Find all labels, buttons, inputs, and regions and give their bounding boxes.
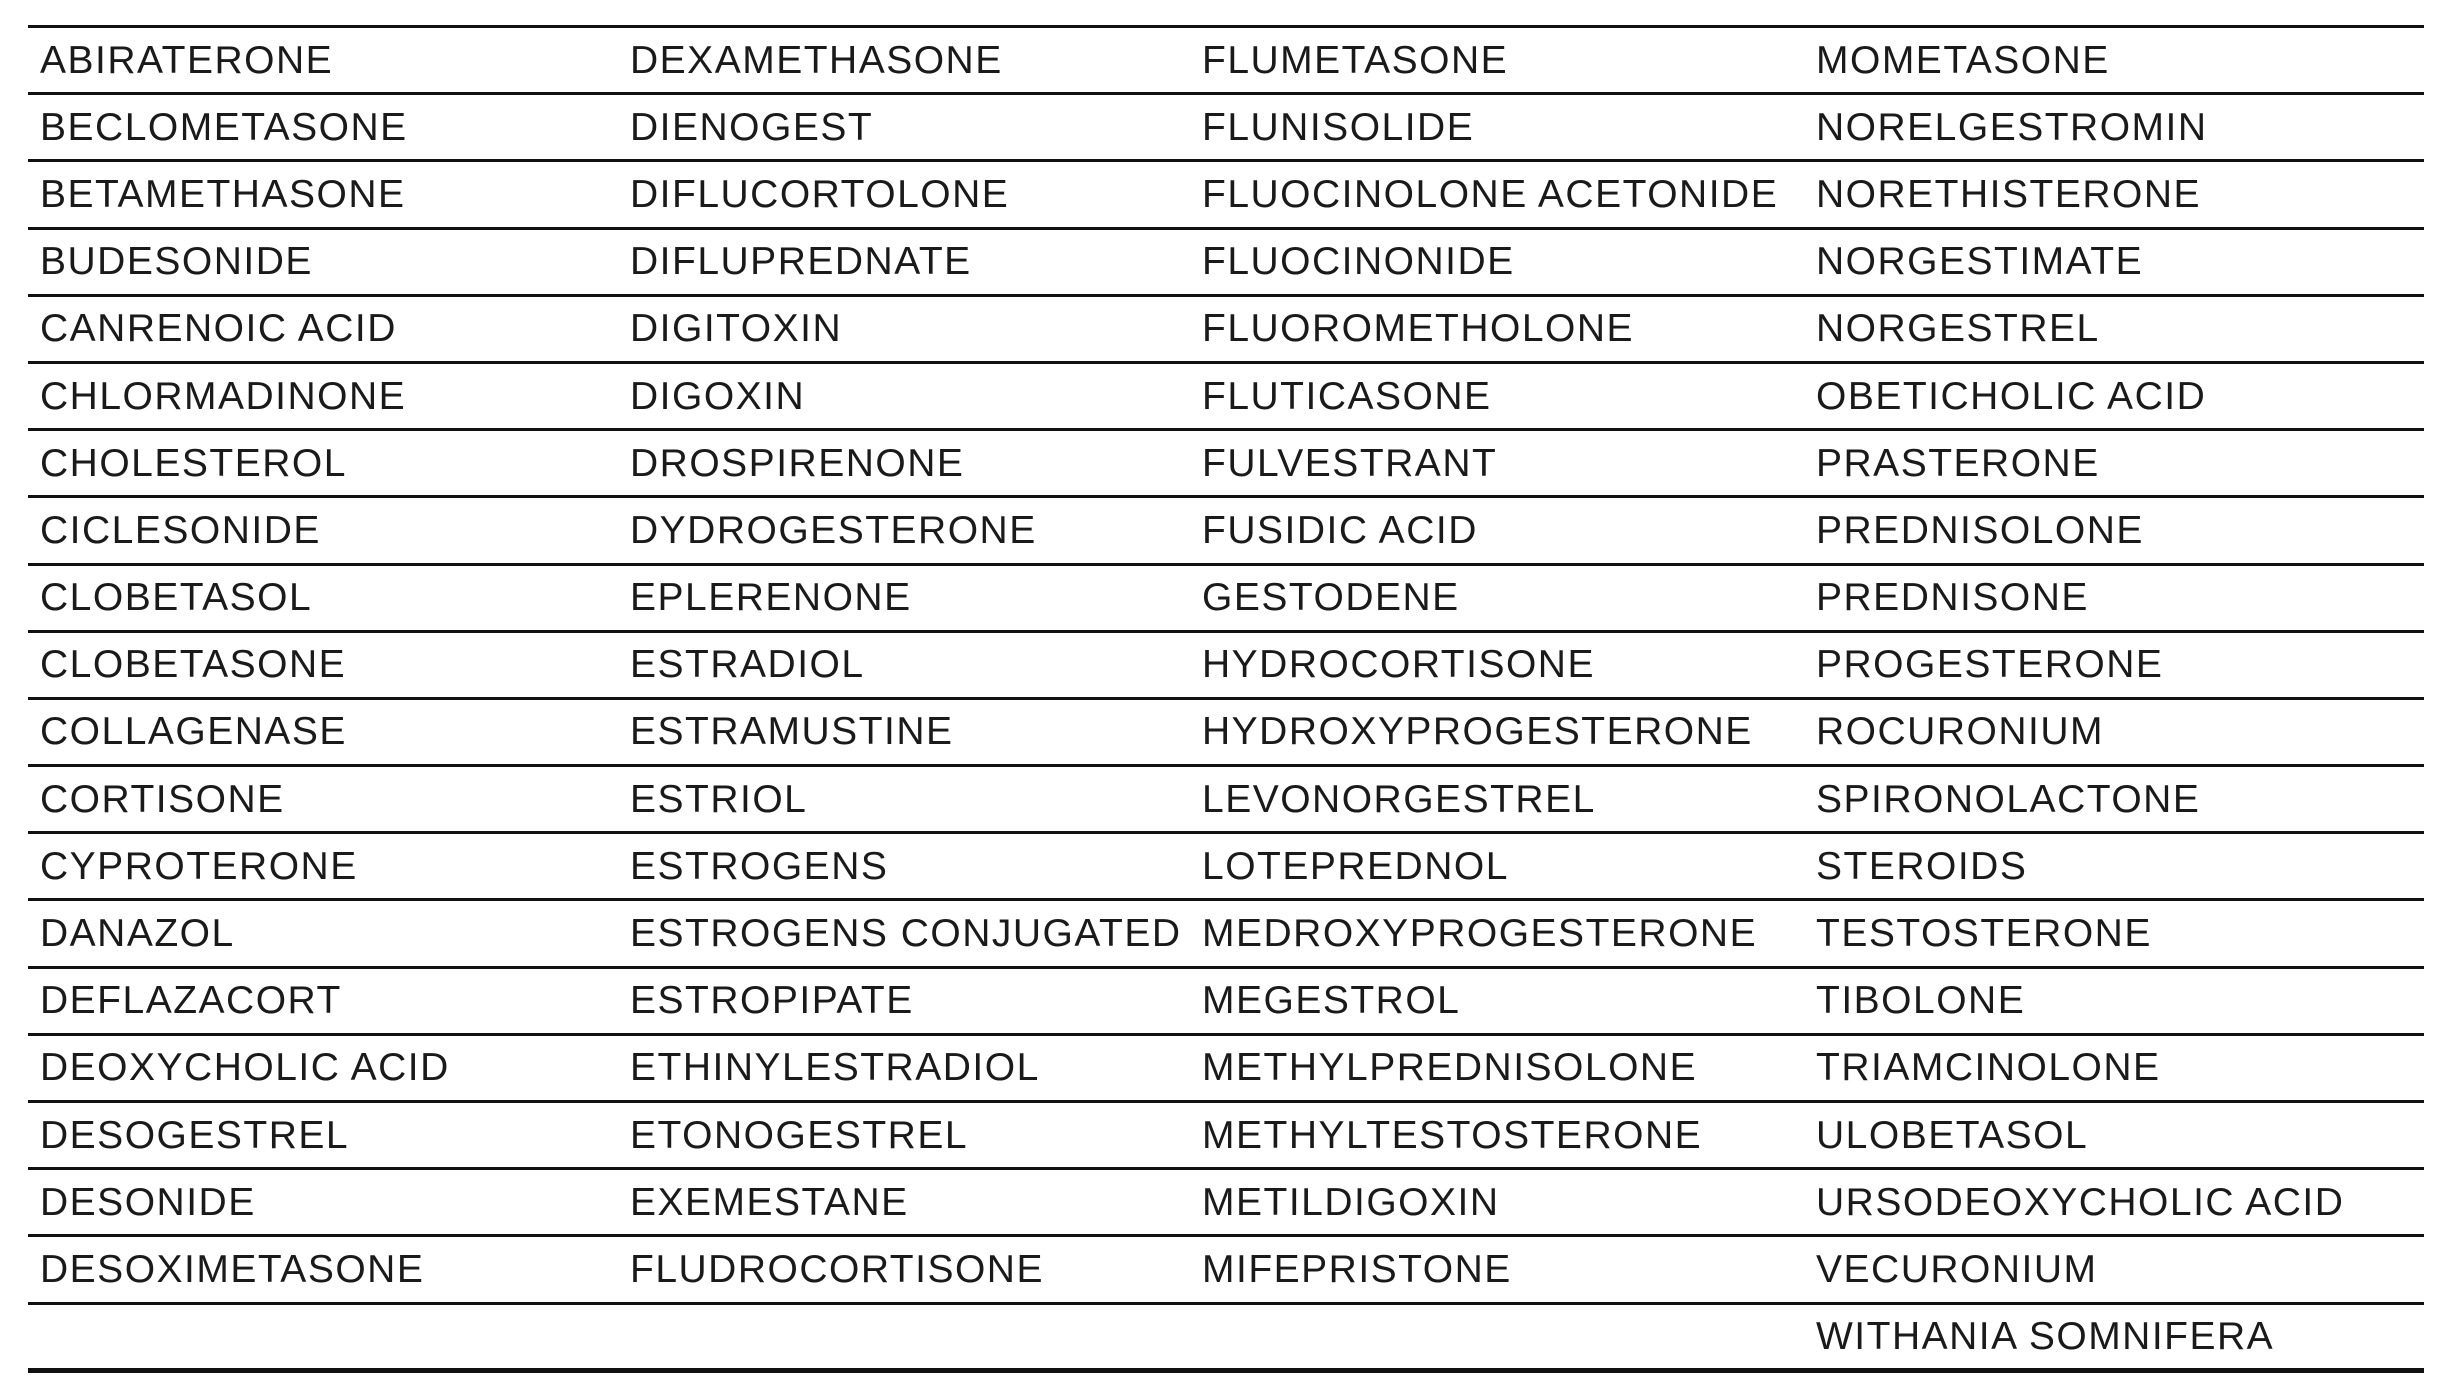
table-cell: DANAZOL xyxy=(28,900,618,967)
table-row xyxy=(28,1169,2424,1236)
table-cell: TIBOLONE xyxy=(1804,967,2424,1034)
table-cell: EPLERENONE xyxy=(618,564,1190,631)
table-cell: METILDIGOXIN xyxy=(1190,1169,1804,1236)
table-cell: CHLORMADINONE xyxy=(28,362,618,429)
table-cell xyxy=(28,1303,618,1370)
table-row xyxy=(28,967,2424,1034)
table-row xyxy=(28,497,2424,564)
drug-list-table xyxy=(28,25,2424,1373)
table-cell: DYDROGESTERONE xyxy=(618,497,1190,564)
document-sheet xyxy=(28,25,2424,1373)
table-cell: FUSIDIC ACID xyxy=(1190,497,1804,564)
table-cell: LEVONORGESTREL xyxy=(1190,766,1804,833)
table-row xyxy=(28,833,2424,900)
table-cell: CANRENOIC ACID xyxy=(28,295,618,362)
table-cell: ULOBETASOL xyxy=(1804,1102,2424,1169)
table-cell xyxy=(1190,1303,1804,1370)
table-cell: ESTRIOL xyxy=(618,766,1190,833)
table-row xyxy=(28,430,2424,497)
table-cell: DEFLAZACORT xyxy=(28,967,618,1034)
table-cell: WITHANIA SOMNIFERA xyxy=(1804,1303,2424,1370)
table-cell: DESOGESTREL xyxy=(28,1102,618,1169)
table-row xyxy=(28,1303,2424,1370)
table-row xyxy=(28,27,2424,94)
table-cell: NORGESTIMATE xyxy=(1804,228,2424,295)
table-cell: GESTODENE xyxy=(1190,564,1804,631)
table-cell: ROCURONIUM xyxy=(1804,698,2424,765)
table-cell: ESTROGENS CONJUGATED xyxy=(618,900,1190,967)
table-row xyxy=(28,900,2424,967)
table-cell: FLUNISOLIDE xyxy=(1190,94,1804,161)
table-cell: ESTROPIPATE xyxy=(618,967,1190,1034)
table-row xyxy=(28,698,2424,765)
table-cell: DIGOXIN xyxy=(618,362,1190,429)
table-cell: ETHINYLESTRADIOL xyxy=(618,1034,1190,1101)
table-cell: BECLOMETASONE xyxy=(28,94,618,161)
table-cell: MIFEPRISTONE xyxy=(1190,1236,1804,1303)
table-cell: DIFLUPREDNATE xyxy=(618,228,1190,295)
table-row xyxy=(28,295,2424,362)
table-cell: DESONIDE xyxy=(28,1169,618,1236)
table-cell xyxy=(618,1303,1190,1370)
table-cell: OBETICHOLIC ACID xyxy=(1804,362,2424,429)
table-cell: DESOXIMETASONE xyxy=(28,1236,618,1303)
table-row xyxy=(28,1236,2424,1303)
table-cell: FLUMETASONE xyxy=(1190,27,1804,94)
table-cell: NORGESTREL xyxy=(1804,295,2424,362)
table-cell: HYDROCORTISONE xyxy=(1190,631,1804,698)
table-cell: VECURONIUM xyxy=(1804,1236,2424,1303)
table-row xyxy=(28,161,2424,228)
table-cell: ESTRADIOL xyxy=(618,631,1190,698)
table-cell: PREDNISOLONE xyxy=(1804,497,2424,564)
table-cell: ETONOGESTREL xyxy=(618,1102,1190,1169)
table-cell: HYDROXYPROGESTERONE xyxy=(1190,698,1804,765)
table-cell: FLUDROCORTISONE xyxy=(618,1236,1190,1303)
table-cell: BUDESONIDE xyxy=(28,228,618,295)
drug-list-table-body xyxy=(28,27,2424,1371)
table-cell: CICLESONIDE xyxy=(28,497,618,564)
table-cell: MEDROXYPROGESTERONE xyxy=(1190,900,1804,967)
table-cell: BETAMETHASONE xyxy=(28,161,618,228)
table-row xyxy=(28,1034,2424,1101)
table-row xyxy=(28,564,2424,631)
table-cell: URSODEOXYCHOLIC ACID xyxy=(1804,1169,2424,1236)
table-cell: DROSPIRENONE xyxy=(618,430,1190,497)
table-row xyxy=(28,1102,2424,1169)
table-row xyxy=(28,228,2424,295)
table-cell: TESTOSTERONE xyxy=(1804,900,2424,967)
table-cell: EXEMESTANE xyxy=(618,1169,1190,1236)
table-row xyxy=(28,94,2424,161)
table-cell: ESTRAMUSTINE xyxy=(618,698,1190,765)
table-cell: SPIRONOLACTONE xyxy=(1804,766,2424,833)
table-cell: PRASTERONE xyxy=(1804,430,2424,497)
table-cell: ABIRATERONE xyxy=(28,27,618,94)
table-cell: DEOXYCHOLIC ACID xyxy=(28,1034,618,1101)
table-cell: STEROIDS xyxy=(1804,833,2424,900)
table-cell: DIFLUCORTOLONE xyxy=(618,161,1190,228)
table-cell: METHYLPREDNISOLONE xyxy=(1190,1034,1804,1101)
table-cell: CLOBETASONE xyxy=(28,631,618,698)
table-cell: ESTROGENS xyxy=(618,833,1190,900)
table-cell: MOMETASONE xyxy=(1804,27,2424,94)
table-cell: METHYLTESTOSTERONE xyxy=(1190,1102,1804,1169)
table-cell: FLUOCINOLONE ACETONIDE xyxy=(1190,161,1804,228)
table-cell: LOTEPREDNOL xyxy=(1190,833,1804,900)
table-row xyxy=(28,631,2424,698)
table-cell: FLUTICASONE xyxy=(1190,362,1804,429)
table-cell: DEXAMETHASONE xyxy=(618,27,1190,94)
table-cell: TRIAMCINOLONE xyxy=(1804,1034,2424,1101)
table-cell: PROGESTERONE xyxy=(1804,631,2424,698)
table-cell: CORTISONE xyxy=(28,766,618,833)
table-row xyxy=(28,766,2424,833)
table-cell: FLUOROMETHOLONE xyxy=(1190,295,1804,362)
table-cell: MEGESTROL xyxy=(1190,967,1804,1034)
table-row xyxy=(28,362,2424,429)
table-cell: COLLAGENASE xyxy=(28,698,618,765)
table-cell: FULVESTRANT xyxy=(1190,430,1804,497)
table-cell: NORETHISTERONE xyxy=(1804,161,2424,228)
table-cell: PREDNISONE xyxy=(1804,564,2424,631)
table-cell: FLUOCINONIDE xyxy=(1190,228,1804,295)
table-cell: CLOBETASOL xyxy=(28,564,618,631)
table-cell: NORELGESTROMIN xyxy=(1804,94,2424,161)
table-cell: DIGITOXIN xyxy=(618,295,1190,362)
table-cell: CHOLESTEROL xyxy=(28,430,618,497)
table-cell: CYPROTERONE xyxy=(28,833,618,900)
table-cell: DIENOGEST xyxy=(618,94,1190,161)
